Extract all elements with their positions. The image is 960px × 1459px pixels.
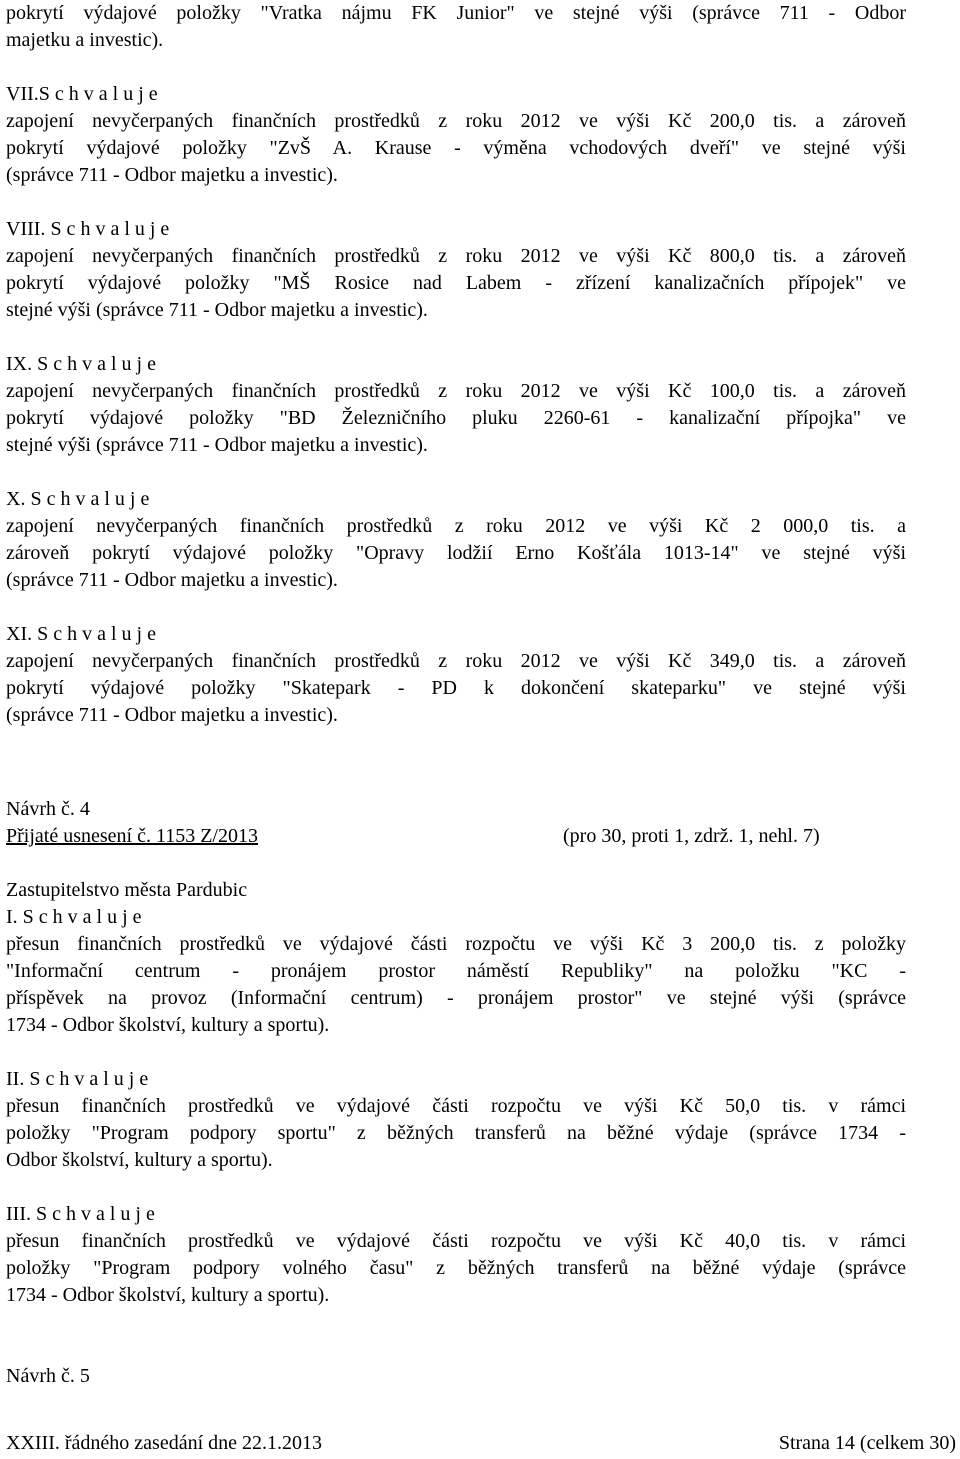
item-number: VII. [6,83,39,105]
text-line: (správce 711 - Odbor majetku a investic). [6,569,338,591]
document-page [6,0,906,1390]
resolution-item-i [6,904,906,1039]
spacer [6,1336,906,1363]
text-line: stejné výši (správce 711 - Odbor majetku a investic). [6,434,428,456]
item-verb: S c h v a l u j e [35,1203,155,1225]
spacer [6,850,906,877]
text-line: pokrytí výdajové položky "ZvŠ A. Krause - výměna vchodových dveří" ve stejné výši [6,137,906,159]
item-number: II. [6,1068,25,1090]
item-number: VIII. [6,218,46,240]
adopted-resolution-number: Přijaté usnesení č. 1153 Z/2013 [6,825,258,847]
text-line: přesun finančních prostředků ve výdajové části rozpočtu ve výši Kč 3 200,0 tis. z položky [6,933,906,955]
item-verb: S c h v a l u j e [50,218,170,240]
text-line: zapojení nevyčerpaných finančních prostředků z roku 2012 ve výši Kč 100,0 tis. a zároveň [6,380,906,402]
text-line: (správce 711 - Odbor majetku a investic). [6,164,338,186]
item-heading [6,904,906,931]
text-line: položky "Program podpory sportu" z běžných transferů na běžné výdaje (správce 1734 - [6,1122,906,1144]
text-line: zároveň pokrytí výdajové položky "Opravy lodžií Erno Košťála 1013-14" ve stejné výši [6,542,906,564]
item-number: III. [6,1203,31,1225]
text-line: příspěvek na provoz (Informační centrum) - pronájem prostor" ve stejné výši (správce [6,987,906,1009]
spacer [6,756,906,796]
resolution-item-viii [6,216,906,324]
text-line: majetku a investic). [6,29,164,51]
item-number: IX. [6,353,33,375]
text-line: pokrytí výdajové položky "Vratka nájmu FK Junior" ve stejné výši (správce 711 - Odbor [6,2,906,24]
footer-page-number: Strana 14 (celkem 30) [778,1432,956,1454]
item-verb: S c h v a l u j e [37,353,156,375]
text-line: 1734 - Odbor školství, kultury a sportu). [6,1284,330,1306]
adopted-resolution-row [6,823,906,850]
council-name: Zastupitelstvo města Pardubic [6,879,248,901]
item-verb: S c h v a l u j e [29,1068,149,1090]
text-line: stejné výši (správce 711 - Odbor majetku a investic). [6,299,428,321]
item-heading [6,486,906,513]
proposal-label: Návrh č. 5 [6,1365,90,1387]
text-line: zapojení nevyčerpaných finančních prostředků z roku 2012 ve výši Kč 349,0 tis. a zároveň [6,650,906,672]
text-line: pokrytí výdajové položky "Skatepark - PD k dokončení skateparku" ve stejné výši [6,677,906,699]
item-heading [6,1201,906,1228]
proposal-section-4 [6,796,906,904]
resolution-item-vii [6,81,906,189]
vote-counts: (pro 30, proti 1, zdrž. 1, nehl. 7) [563,825,820,847]
text-line: "Informační centrum - pronájem prostor náměstí Republiky" na položku "KC - [6,960,906,982]
item-number: I. [6,906,18,928]
item-number: XI. [6,623,33,645]
text-line: zapojení nevyčerpaných finančních prostředků z roku 2012 ve výši Kč 200,0 tis. a zároveň [6,110,906,132]
item-heading [6,621,906,648]
item-verb: S c h v a l u j e [22,906,142,928]
item-verb: S c h v a l u j e [37,623,156,645]
text-line: pokrytí výdajové položky "MŠ Rosice nad Labem - zřízení kanalizačních přípojek" ve [6,272,906,294]
text-line: pokrytí výdajové položky "BD Železničního pluku 2260-61 - kanalizační přípojka" ve [6,407,906,429]
text-line: přesun finančních prostředků ve výdajové části rozpočtu ve výši Kč 40,0 tis. v rámci [6,1230,906,1252]
continuation-paragraph [6,0,906,54]
text-line: (správce 711 - Odbor majetku a investic). [6,704,338,726]
item-verb: S c h v a l u j e [30,488,150,510]
text-line: 1734 - Odbor školství, kultury a sportu). [6,1014,330,1036]
item-heading [6,81,906,108]
text-line: položky "Program podpory volného času" z běžných transferů na běžné výdaje (správce [6,1257,906,1279]
text-line: přesun finančních prostředků ve výdajové části rozpočtu ve výši Kč 50,0 tis. v rámci [6,1095,906,1117]
item-heading [6,216,906,243]
resolution-item-iii [6,1201,906,1309]
item-verb: S c h v a l u j e [38,83,158,105]
proposal-label: Návrh č. 4 [6,798,90,820]
footer-session: XXIII. řádného zasedání dne 22.1.2013 [6,1432,323,1454]
item-heading [6,351,906,378]
text-line: Odbor školství, kultury a sportu). [6,1149,273,1171]
resolution-item-ii [6,1066,906,1174]
resolution-item-xi [6,621,906,729]
item-heading [6,1066,906,1093]
text-line: zapojení nevyčerpaných finančních prostředků z roku 2012 ve výši Kč 800,0 tis. a zároveň [6,245,906,267]
text-line: zapojení nevyčerpaných finančních prostředků z roku 2012 ve výši Kč 2 000,0 tis. a [6,515,906,537]
item-number: X. [6,488,26,510]
resolution-item-ix [6,351,906,459]
resolution-item-x [6,486,906,594]
